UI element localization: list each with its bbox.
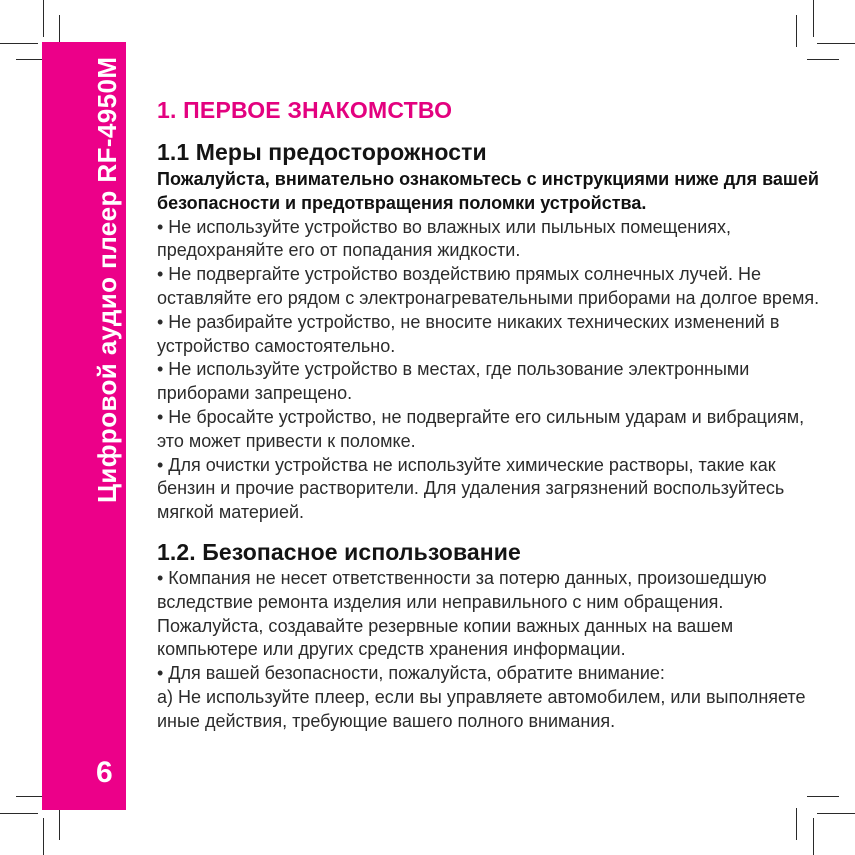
crop-mark bbox=[813, 0, 815, 37]
text-line: • Не бросайте устройство, не подвергайте его сильным ударам и вибрациям, bbox=[157, 406, 805, 427]
text-line: иные действия, требующие вашего полного внимания. bbox=[157, 710, 616, 731]
text-line: Пожалуйста, создавайте резервные копии важных данных на вашем bbox=[157, 615, 734, 636]
text-line: приборами запрещено. bbox=[157, 383, 353, 404]
text-line: предохраняйте его от попадания жидкости. bbox=[157, 240, 521, 261]
subsection-2-title: 1.2. Безопасное использование bbox=[157, 539, 521, 565]
crop-mark bbox=[0, 813, 38, 815]
text-line: оставляйте его рядом с электронагревательными приборами на долгое время. bbox=[157, 287, 820, 308]
crop-mark bbox=[813, 818, 815, 855]
crop-mark bbox=[817, 813, 855, 815]
text-line: а) Не используйте плеер, если вы управляете автомобилем, или выполняете bbox=[157, 686, 806, 707]
text-line: устройство самостоятельно. bbox=[157, 335, 396, 356]
text-line: • Для очистки устройства не используйте химические растворы, такие как bbox=[157, 454, 776, 475]
text-line: • Не подвергайте устройство воздействию прямых солнечных лучей. Не bbox=[157, 264, 762, 285]
subsection-1-title: 1.1 Меры предосторожности bbox=[157, 139, 487, 165]
text-line: Пожалуйста, внимательно ознакомьтесь с инструкциями ниже для вашей bbox=[157, 169, 819, 189]
section-title: 1. ПЕРВОЕ ЗНАКОМСТВО bbox=[157, 97, 453, 123]
text-line: мягкой материей. bbox=[157, 502, 305, 523]
text-line: • Не разбирайте устройство, не вносите никаких технических изменений в bbox=[157, 311, 780, 332]
crop-mark bbox=[796, 808, 798, 840]
text-line: • Для вашей безопасности, пожалуйста, обратите внимание: bbox=[157, 663, 665, 684]
crop-mark bbox=[817, 43, 855, 45]
crop-mark bbox=[796, 15, 798, 47]
text-line: • Не используйте устройство в местах, где пользование электронными bbox=[157, 359, 750, 380]
safe-usage-text bbox=[157, 567, 805, 734]
text-line: это может привести к поломке. bbox=[157, 430, 416, 451]
text-line: • Не используйте устройство во влажных или пыльных помещениях, bbox=[157, 216, 732, 237]
text-line: компьютере или других средств хранения информации. bbox=[157, 639, 626, 660]
crop-mark bbox=[807, 796, 839, 798]
crop-mark bbox=[59, 808, 61, 840]
precautions-text bbox=[157, 168, 819, 525]
crop-mark bbox=[43, 818, 45, 855]
text-line: безопасности и предотвращения поломки устройства. bbox=[157, 192, 647, 213]
crop-mark bbox=[43, 0, 45, 37]
text-line: бензин и прочие растворители. Для удаления загрязнений воспользуйтесь bbox=[157, 478, 785, 499]
crop-mark bbox=[807, 59, 839, 61]
crop-mark bbox=[0, 43, 38, 45]
page-number: 6 bbox=[96, 756, 113, 789]
text-line: вследствие ремонта изделия или неправильного с ним обращения. bbox=[157, 591, 724, 612]
sidebar-title: Цифровой аудио плеер RF-4950M bbox=[92, 56, 122, 503]
text-line: • Компания не несет ответственности за потерю данных, произошедшую bbox=[157, 568, 767, 588]
